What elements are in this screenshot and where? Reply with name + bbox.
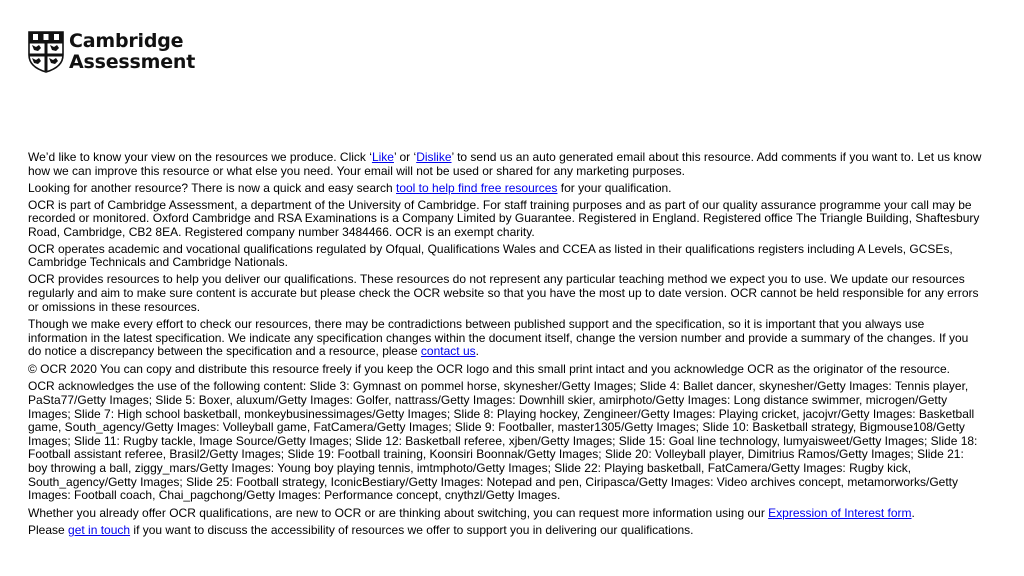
acknowledgements-paragraph: OCR acknowledges the use of the following content: Slide 3: Gymnast on pommel horse, skynesher/Getty Images; Slide 4: Ballet dancer, skynesher/Getty Images: Tennis player, PaSta77/Getty Images; Slide 5: Boxer, aluxum/Getty Images: Golfer, nattrass/Getty Images: Downhill skier, amirphoto/Getty Images: Long distance swimmer, microgen/Getty Images; Slide 7: High school basketball, monkeybusinessimages/Getty Images; Slide 8: Playing hockey, Zengineer/Getty Images: Playing cricket, jacojvr/Getty Images: Basketball game, South_agency/Getty Images: Volleyball game, FatCamera/Getty Images; Slide 9: Footballer, master1305/Getty Images; Slide 10: Basketball strategy, Bigmouse108/Getty Images; Slide 11: Rugby tackle, Image Source/Getty Images; Slide 12: Basketball referee, xjben/Getty Images; Slide 15: Goal line technology, lumyaisweet/Getty Images; Slide 18: Football assistant referee, Brasil2/Getty Images; Slide 19: Football training, Koonsiri Boonnak/Getty Images; Slide 20: Volleyball player, Dimitrius Ramos/Getty Images; Slide 21: boy throwing a ball, ziggy_mars/Getty Images: Young boy playing tennis, imtmphoto/Getty Images; Slide 22: Playing basketball, FatCamera/Getty Images: Rugby kick, South_agency/Getty Images; Slide 25: Football strategy, IconicBestiary/Getty Images: Notepad and pen, Ciripasca/Getty Images: Video archives concept, metamorworks/Getty Images: Football coach, Chai_pagchong/Getty Images: Performance concept, cnythzl/Getty Images.: [28, 379, 978, 503]
contact-us-link[interactable]: contact us: [420, 344, 476, 359]
looking-paragraph: [28, 182, 983, 196]
find-resources-link[interactable]: tool to help find free resources: [396, 180, 558, 195]
feedback-text-2: ’ or ‘: [393, 150, 417, 164]
dislike-link[interactable]: Dislike: [416, 150, 452, 164]
specification-paragraph: [28, 318, 983, 359]
feedback-paragraph: [28, 151, 983, 178]
accessibility-text-1: Please: [28, 523, 69, 538]
whether-text-2: .: [911, 505, 915, 520]
whether-text-1: Whether you already offer OCR qualifications, are new to OCR or are thinking about switching, you can request more information using our: [28, 505, 769, 520]
cambridge-assessment-logo: [28, 31, 195, 73]
specification-text-1: Though we make every effort to check our resources, there may be contradictions between published support and the specification, so it is important that you always use information in the latest specification. We indicate any specification changes within the document itself, change the version number and provide a summary of the changes. If you do notice a discrepancy between the specification and a resource, please: [28, 317, 969, 359]
cambridge-shield-icon: [28, 31, 64, 73]
logo-line-cambridge: Cambridge: [69, 30, 184, 52]
specification-text-2: .: [475, 344, 479, 359]
ocr-provides-paragraph: OCR provides resources to help you deliver our qualifications. These resources do not represent any particular teaching method we expect you to use. We update our resources regularly and aim to make sure content is accurate but please check the OCR website so that you have the most up to date version. OCR cannot be held responsible for any errors or omissions in these resources.: [28, 272, 979, 314]
accessibility-text-2: if you want to discuss the accessibility of resources we offer to support you in delivering our qualifications.: [130, 523, 694, 538]
expression-of-interest-link[interactable]: Expression of Interest form: [768, 505, 912, 520]
feedback-text-3: ’ to send us an auto generated email about this resource. Add comments if you want to. Let us know how we can improve this resource or what else you need. Your email will not be used or shared for any marketing purposes.: [28, 150, 982, 178]
whether-paragraph: [28, 507, 983, 521]
looking-text-1: Looking for another resource? There is now a quick and easy search: [28, 180, 396, 195]
accessibility-paragraph: [28, 524, 983, 538]
ocr-operates-paragraph: OCR operates academic and vocational qualifications regulated by Ofqual, Qualifications Wales and CCEA as listed in their qualifications registers including A Levels, GCSEs, Cambridge Technicals and Cambridge Nationals.: [28, 241, 953, 270]
ocr-part-of-paragraph: OCR is part of Cambridge Assessment, a department of the University of Cambridge. For staff training purposes and as part of our quality assurance programme your call may be recorded or monitored. Oxford Cambridge and RSA Examinations is a Company Limited by Guarantee. Registered in England. Registered office The Triangle Building, Shaftesbury Road, Cambridge, CB2 8EA. Registered company number 3484466. OCR is an exempt charity.: [28, 197, 980, 239]
like-link[interactable]: Like: [371, 150, 394, 164]
feedback-text-1: We’d like to know your view on the resources we produce. Click ‘: [28, 150, 372, 164]
looking-text-2: for your qualification.: [557, 180, 672, 195]
small-print: [28, 151, 983, 541]
copyright-paragraph: © OCR 2020 You can copy and distribute this resource freely if you keep the OCR logo and this small print intact and you acknowledge OCR as the originator of the resource.: [28, 361, 951, 376]
logo-wordmark: [69, 31, 195, 73]
logo-line-assessment: Assessment: [69, 51, 196, 73]
get-in-touch-link[interactable]: get in touch: [68, 523, 131, 538]
